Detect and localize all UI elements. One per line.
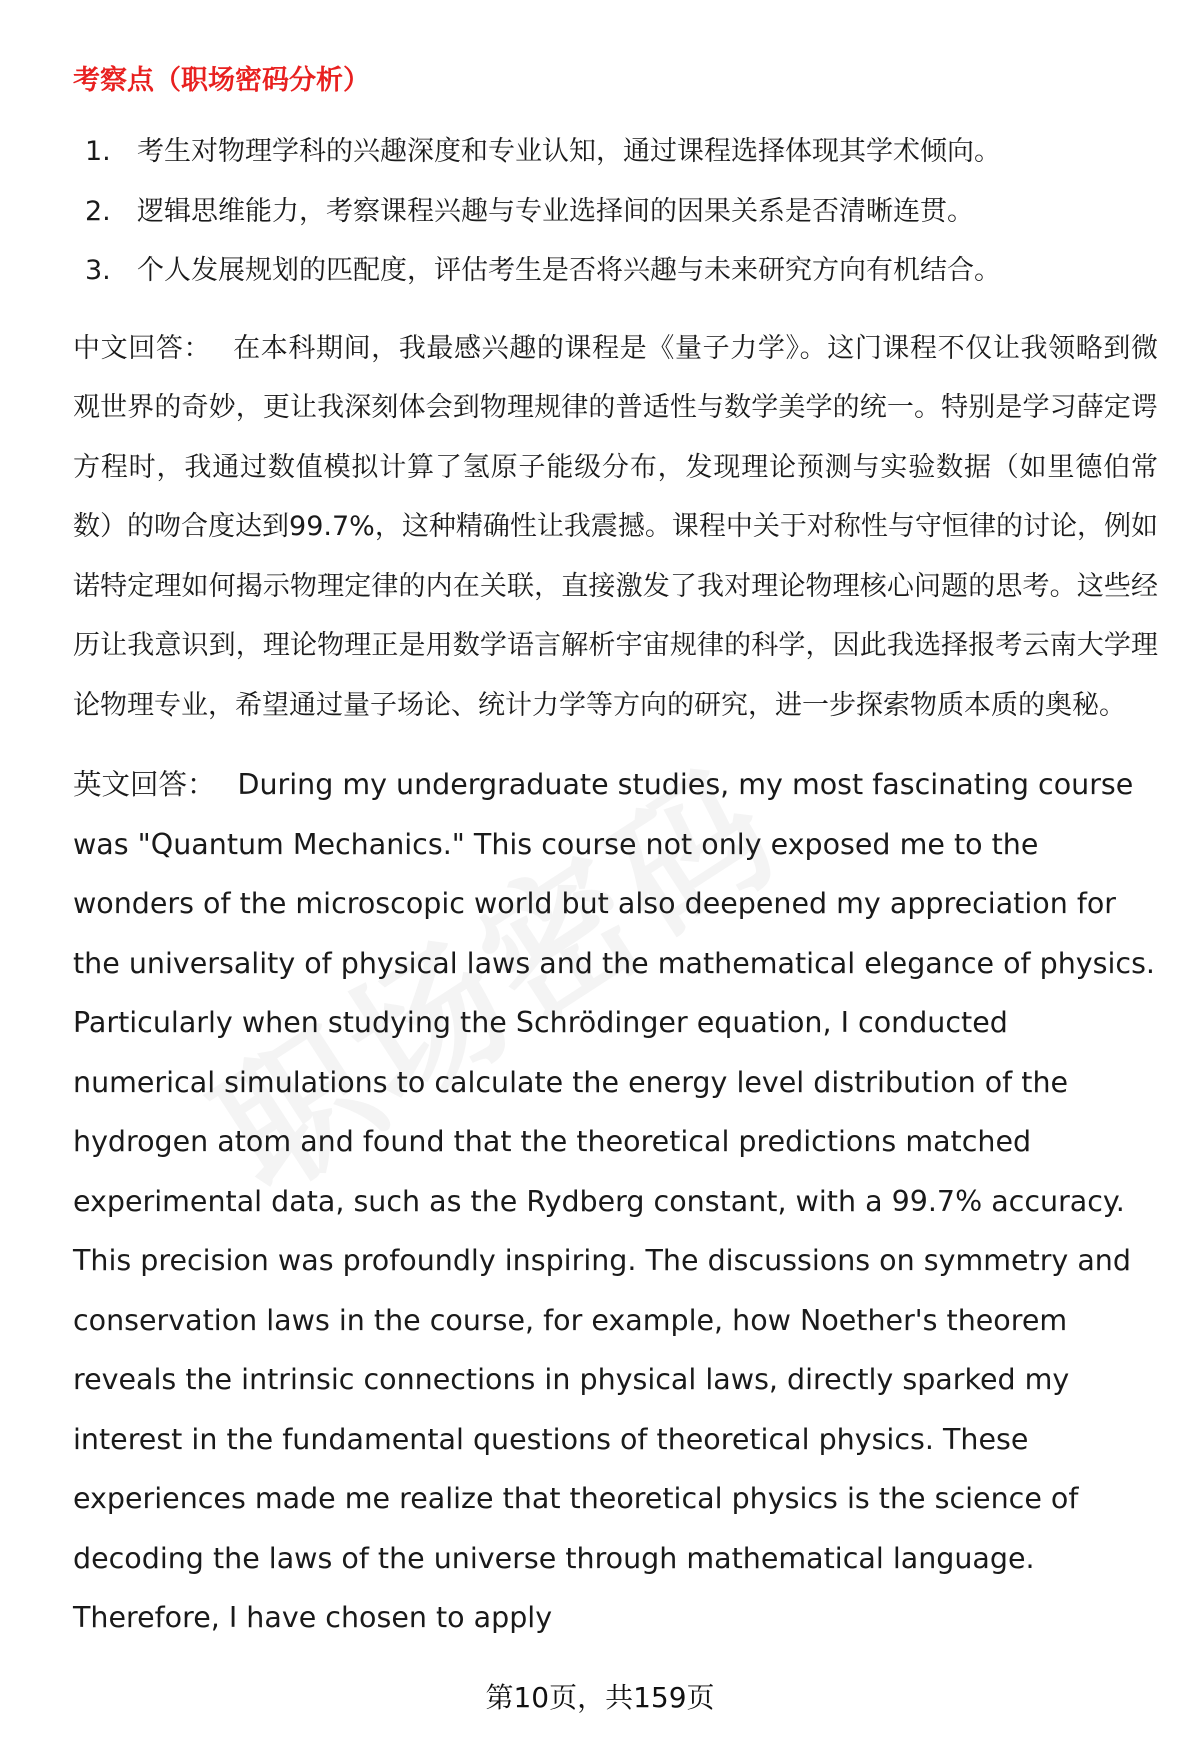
list-item-text: 逻辑思维能力，考察课程兴趣与专业选择间的因果关系是否清晰连贯。	[137, 195, 974, 227]
chinese-answer-label: 中文回答：	[73, 332, 212, 364]
list-item-text: 考生对物理学科的兴趣深度和专业认知，通过课程选择体现其学术倾向。	[137, 136, 1001, 167]
section-title: 考察点（职场密码分析）	[73, 65, 370, 96]
list-item	[73, 182, 1158, 242]
page-number: 第10页，共159页	[485, 1681, 715, 1714]
list-item-number: 1.	[85, 136, 111, 167]
english-answer	[73, 755, 1158, 1648]
list-item-number: 2.	[85, 195, 111, 227]
assessment-points-list	[73, 122, 1158, 301]
list-item-text: 个人发展规划的匹配度，评估考生是否将兴趣与未来研究方向有机结合。	[137, 255, 1001, 286]
chinese-answer	[73, 319, 1158, 736]
list-item	[73, 241, 1158, 301]
english-answer-label: 英文回答：	[73, 768, 216, 801]
english-answer-text: During my undergraduate studies, my most fascinating course was "Quantum Mechanics." This course not only exposed me to the wonders of the microscopic world but also deepened my appreciation for the universality of physical laws and the mathematical elegance of physics. Particularly when studying the Schrödinger equation, I conducted numerical simulations to calculate the energy level distribution of the hydrogen atom and found that the theoretical predictions matched experimental data, such as the Rydberg constant, with a 99.7% accuracy. This precision was profoundly inspiring. The discussions on symmetry and conservation laws in the course, for example, how Noether's theorem reveals the intrinsic connections in physical laws, directly sparked my interest in the fundamental questions of theoretical physics. These experiences made me realize that theoretical physics is the science of decoding the laws of the universe through mathematical language. Therefore, I have chosen to apply	[73, 768, 1155, 1634]
list-item-number: 3.	[85, 255, 111, 286]
chinese-answer-text: 在本科期间，我最感兴趣的课程是《量子力学》。这门课程不仅让我领略到微观世界的奇妙，更让我深刻体会到物理规律的普适性与数学美学的统一。特别是学习薛定谔方程时，我通过数值模拟计算了氢原子能级分布，发现理论预测与实验数据（如里德伯常数）的吻合度达到99.7%，这种精确性让我震撼。课程中关于对称性与守恒律的讨论，例如诺特定理如何揭示物理定律的内在关联，直接激发了我对理论物理核心问题的思考。这些经历让我意识到，理论物理正是用数学语言解析宇宙规律的科学，因此我选择报考云南大学理论物理专业，希望通过量子场论、统计力学等方向的研究，进一步探索物质本质的奥秘。	[73, 332, 1159, 721]
list-item	[73, 122, 1158, 182]
document-page	[73, 56, 1158, 1668]
